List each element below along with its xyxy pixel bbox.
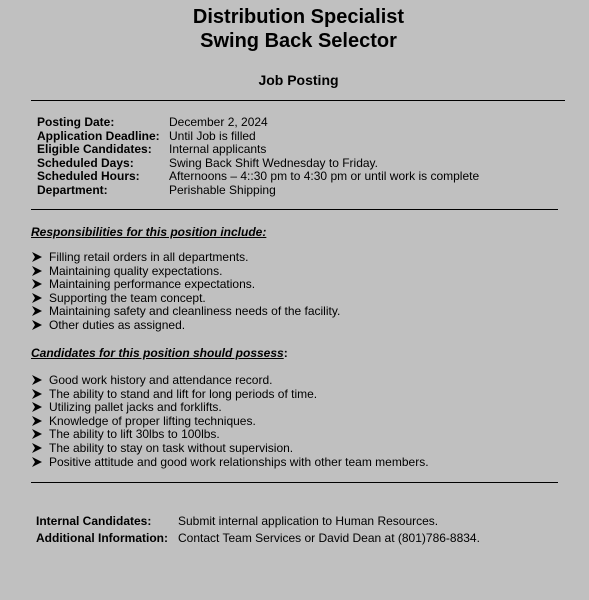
- arrowhead-bullet-icon: [32, 401, 49, 415]
- arrowhead-bullet-icon: [32, 428, 49, 442]
- detail-row-eligible-candidates: [37, 143, 479, 157]
- list-item: [32, 442, 429, 456]
- divider: [31, 482, 558, 483]
- candidates-heading-colon: :: [283, 346, 288, 360]
- detail-label: Eligible Candidates:: [37, 142, 152, 157]
- detail-label: Scheduled Hours:: [37, 169, 140, 184]
- footer-value: Submit internal application to Human Resources.: [178, 514, 439, 528]
- detail-value: December 2, 2024: [169, 115, 268, 129]
- divider: [31, 100, 565, 101]
- arrowhead-bullet-icon: [32, 305, 49, 319]
- responsibilities-heading-text: Responsibilities for this position include:: [31, 225, 267, 239]
- detail-label: Posting Date:: [37, 115, 115, 129]
- list-item: [32, 456, 429, 470]
- responsibilities-list: [32, 251, 340, 333]
- detail-value: Afternoons – 4::30 pm to 4:30 pm or until work is complete: [169, 169, 480, 184]
- detail-row-scheduled-hours: [37, 170, 479, 184]
- arrowhead-bullet-icon: [32, 442, 49, 456]
- list-item: [32, 278, 340, 292]
- arrowhead-bullet-icon: [32, 251, 49, 265]
- candidates-heading: [31, 346, 288, 360]
- arrowhead-bullet-icon: [32, 415, 49, 429]
- detail-label: Department:: [37, 182, 108, 197]
- list-item-text: Supporting the team concept.: [49, 290, 206, 305]
- list-item: [32, 415, 429, 429]
- detail-row-application-deadline: [37, 130, 479, 144]
- candidates-list: [32, 374, 429, 469]
- list-item-text: Good work history and attendance record.: [49, 373, 273, 387]
- responsibilities-heading: [31, 225, 266, 239]
- divider: [31, 209, 558, 210]
- detail-value: Internal applicants: [169, 142, 267, 157]
- footer-value: Contact Team Services or David Dean at (801)786-8834.: [178, 531, 480, 545]
- list-item-text: Utilizing pallet jacks and forklifts.: [49, 400, 222, 415]
- footer-row-internal-candidates: [36, 513, 480, 530]
- list-item-text: The ability to lift 30lbs to 100lbs.: [49, 427, 220, 442]
- detail-label: Scheduled Days:: [37, 155, 134, 170]
- list-item-text: Filling retail orders in all departments.: [49, 250, 249, 264]
- job-subtitle-title: Swing Back Selector: [200, 30, 397, 52]
- list-item-text: Knowledge of proper lifting techniques.: [49, 413, 256, 428]
- arrowhead-bullet-icon: [32, 456, 49, 470]
- list-item: [32, 305, 340, 319]
- list-item-text: The ability to stay on task without supervision.: [49, 440, 294, 455]
- arrowhead-bullet-icon: [32, 265, 49, 279]
- footer-label: Internal Candidates:: [36, 514, 152, 528]
- detail-row-scheduled-days: [37, 157, 479, 171]
- list-item-text: Other duties as assigned.: [49, 317, 186, 332]
- detail-row-department: [37, 184, 479, 198]
- posting-details: [37, 116, 479, 198]
- detail-row-posting-date: [37, 116, 479, 130]
- list-item: [32, 251, 340, 265]
- list-item-text: Maintaining quality expectations.: [49, 263, 223, 278]
- contact-info: [36, 513, 480, 547]
- arrowhead-bullet-icon: [32, 292, 49, 306]
- list-item: [32, 292, 340, 306]
- list-item-text: The ability to stand and lift for long periods of time.: [49, 386, 318, 401]
- list-item-text: Positive attitude and good work relationships with other team members.: [49, 454, 429, 469]
- list-item: [32, 388, 429, 402]
- list-item: [32, 401, 429, 415]
- footer-row-additional-information: [36, 530, 480, 547]
- arrowhead-bullet-icon: [32, 319, 49, 333]
- detail-value: Perishable Shipping: [169, 182, 276, 197]
- list-item: [32, 319, 340, 333]
- arrowhead-bullet-icon: [32, 388, 49, 402]
- detail-value: Until Job is filled: [169, 128, 256, 143]
- list-item: [32, 265, 340, 279]
- job-title: Distribution Specialist: [192, 6, 405, 28]
- candidates-heading-text: Candidates for this position should possess: [31, 346, 284, 360]
- posting-label: Job Posting: [258, 72, 339, 88]
- list-item-text: Maintaining safety and cleanliness needs of the facility.: [49, 304, 341, 319]
- arrowhead-bullet-icon: [32, 278, 49, 292]
- detail-label: Application Deadline:: [37, 128, 160, 143]
- list-item-text: Maintaining performance expectations.: [49, 277, 256, 292]
- list-item: [32, 428, 429, 442]
- detail-value: Swing Back Shift Wednesday to Friday.: [169, 155, 378, 170]
- arrowhead-bullet-icon: [32, 374, 49, 388]
- list-item: [32, 374, 429, 388]
- footer-label: Additional Information:: [36, 531, 168, 545]
